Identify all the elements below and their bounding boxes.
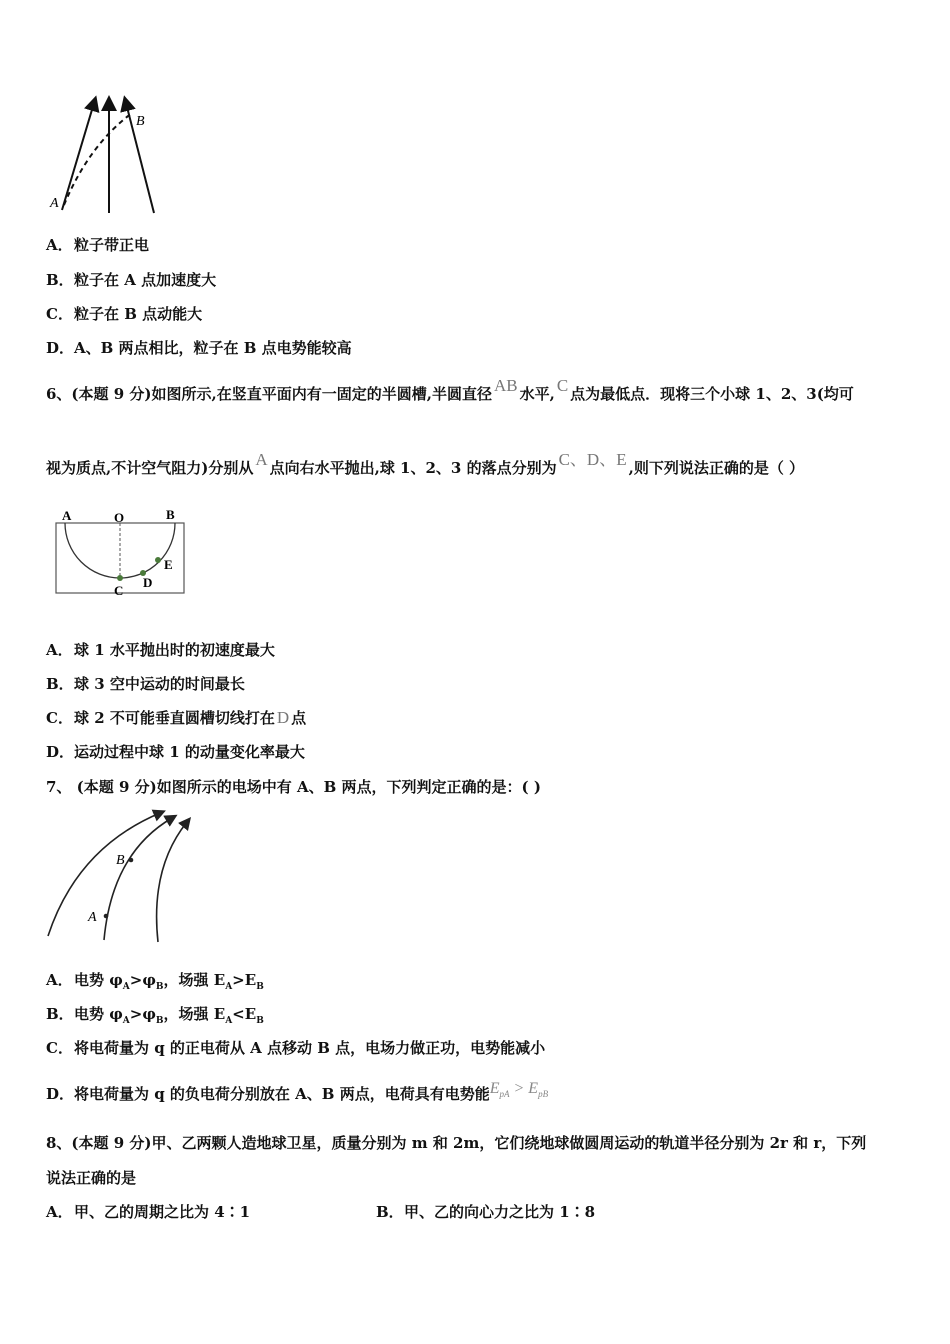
label-a: A <box>62 508 72 523</box>
point-b-dot <box>129 858 134 863</box>
field-line-left <box>48 813 160 936</box>
label-c: C <box>114 583 124 598</box>
q6-option-b: B．球 3 空中运动的时间最长 <box>46 675 245 693</box>
q8-stem-line1: 8、(本题 9 分)甲、乙两颗人造地球卫星，质量分别为 m 和 2m，它们绕地球做圆周运动的轨道半径分别为 2r 和 r，下列 <box>46 1134 867 1152</box>
q5-option-c: C．粒子在 B 点动能大 <box>46 305 203 323</box>
q7-option-a: A．电势 $\varphi_A>\varphi_B$，场强 $E_A>E_B$ <box>46 971 264 992</box>
q5-option-a: A．粒子带正电 <box>46 236 150 254</box>
particle-trajectory <box>64 113 132 205</box>
q6-option-d: D．运动过程中球 1 的动量变化率最大 <box>46 743 305 761</box>
potential-energy-comparison: $E_{pA} > E_{pB}$ <box>489 1080 549 1100</box>
q7-stem: 7、 (本题 9 分)如图所示的电场中有 A、B 两点，下列判定正确的是：( ) <box>46 778 541 796</box>
q7-option-d: D．将电荷量为 q 的负电荷分别放在 A、B 两点，电荷具有电势能$E_{pA} > E_{pB}$ <box>46 1080 549 1103</box>
label-d: D <box>143 575 153 590</box>
q5-option-b: B．粒子在 A 点加速度大 <box>46 271 217 289</box>
field-line-middle <box>104 818 172 940</box>
point-a-label: A <box>88 910 97 925</box>
q6-stem-line1: 6、(本题 9 分)如图所示,在竖直平面内有一固定的半圆槽,半圆直径 AB 水平, C 点为最低点．现将三个小球 1、2、3(均可 <box>46 376 854 403</box>
point-a-label: A <box>50 196 59 211</box>
q6-stem-line2: 视为质点,不计空气阻力)分别从 A 点向右水平抛出,球 1、2、3 的落点分别为 C、D、E ,则下列说法正确的是（ ） <box>46 450 805 477</box>
q8-stem-line2: 说法正确的是 <box>46 1169 137 1187</box>
q8-option-a: A．甲、乙的周期之比为 4∶1 <box>46 1203 251 1221</box>
figure-semicircle-groove <box>50 505 190 600</box>
field-line-right <box>157 822 187 942</box>
q6-option-c: C．球 2 不可能垂直圆槽切线打在 D 点 <box>46 708 307 727</box>
q7-option-b: B．电势 $\varphi_A>\varphi_B$，场强 $E_A<E_B$ <box>46 1005 264 1026</box>
label-b: B <box>166 507 175 522</box>
point-b-label: B <box>116 853 125 868</box>
point-a-dot <box>104 914 109 919</box>
q5-option-d: D．A、B 两点相比，粒子在 B 点电势能较高 <box>46 339 352 357</box>
q8-option-b: B．甲、乙的向心力之比为 1∶8 <box>376 1203 596 1221</box>
ball-c <box>117 575 123 581</box>
label-o: O <box>114 510 125 525</box>
label-e: E <box>164 557 173 572</box>
q7-option-c: C．将电荷量为 q 的正电荷从 A 点移动 B 点，电场力做正功，电势能减小 <box>46 1039 546 1057</box>
point-b-label: B <box>136 114 145 129</box>
ball-e <box>155 557 161 563</box>
figure-field-lines-trajectory <box>44 95 174 220</box>
q6-option-a: A．球 1 水平抛出时的初速度最大 <box>46 641 275 659</box>
figure-curved-field-lines <box>42 808 192 948</box>
